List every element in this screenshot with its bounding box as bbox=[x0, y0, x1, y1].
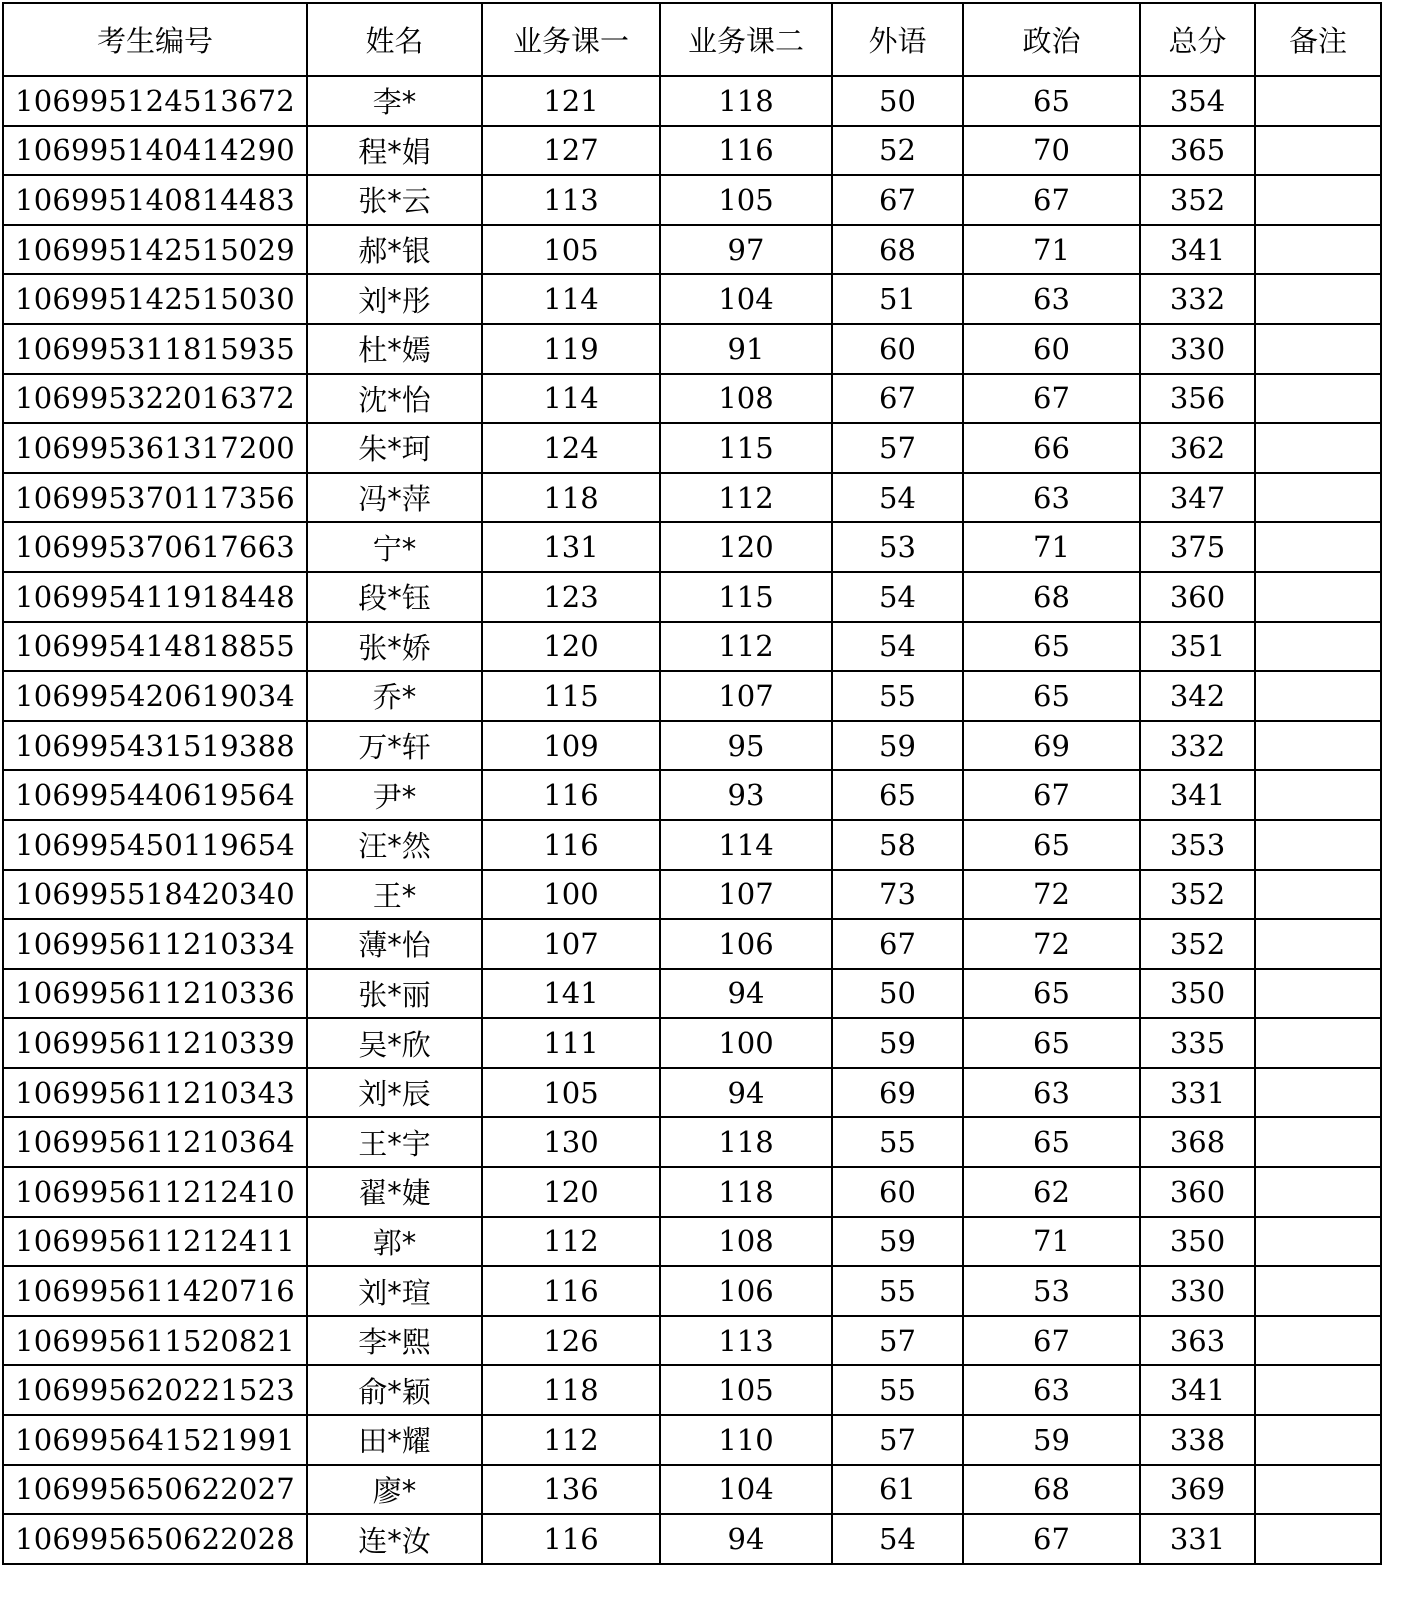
subject1-cell: 107 bbox=[482, 919, 660, 969]
politics-cell: 67 bbox=[963, 1316, 1140, 1366]
foreign-language-cell: 52 bbox=[832, 126, 963, 176]
name-cell: 连*汝 bbox=[307, 1514, 482, 1564]
name-cell: 刘*瑄 bbox=[307, 1266, 482, 1316]
politics-cell: 65 bbox=[963, 1018, 1140, 1068]
exam-id-cell: 106995322016372 bbox=[3, 374, 307, 424]
total-cell: 331 bbox=[1140, 1068, 1255, 1118]
foreign-language-cell: 57 bbox=[832, 423, 963, 473]
remarks-cell bbox=[1255, 969, 1381, 1019]
foreign-language-cell: 51 bbox=[832, 274, 963, 324]
table-row bbox=[3, 1365, 1381, 1415]
total-cell: 341 bbox=[1140, 225, 1255, 275]
foreign-language-cell: 54 bbox=[832, 622, 963, 672]
total-cell: 360 bbox=[1140, 572, 1255, 622]
total-cell: 360 bbox=[1140, 1167, 1255, 1217]
subject2-cell: 118 bbox=[660, 1117, 832, 1167]
exam-id-cell: 106995142515030 bbox=[3, 274, 307, 324]
exam-id-cell: 106995370617663 bbox=[3, 522, 307, 572]
remarks-cell bbox=[1255, 1415, 1381, 1465]
subject1-cell: 120 bbox=[482, 1167, 660, 1217]
subject2-cell: 106 bbox=[660, 919, 832, 969]
foreign-language-cell: 50 bbox=[832, 969, 963, 1019]
subject1-cell: 111 bbox=[482, 1018, 660, 1068]
total-cell: 350 bbox=[1140, 969, 1255, 1019]
politics-cell: 67 bbox=[963, 175, 1140, 225]
name-cell: 吴*欣 bbox=[307, 1018, 482, 1068]
politics-cell: 60 bbox=[963, 324, 1140, 374]
foreign-language-cell: 67 bbox=[832, 919, 963, 969]
subject1-cell: 126 bbox=[482, 1316, 660, 1366]
subject2-cell: 112 bbox=[660, 622, 832, 672]
exam-id-cell: 106995411918448 bbox=[3, 572, 307, 622]
politics-cell: 71 bbox=[963, 522, 1140, 572]
total-cell: 362 bbox=[1140, 423, 1255, 473]
exam-id-cell: 106995620221523 bbox=[3, 1365, 307, 1415]
remarks-cell bbox=[1255, 1167, 1381, 1217]
table-row bbox=[3, 820, 1381, 870]
foreign-language-cell: 60 bbox=[832, 1167, 963, 1217]
remarks-cell bbox=[1255, 1117, 1381, 1167]
politics-cell: 67 bbox=[963, 1514, 1140, 1564]
name-cell: 冯*萍 bbox=[307, 473, 482, 523]
remarks-cell bbox=[1255, 126, 1381, 176]
table-row bbox=[3, 622, 1381, 672]
subject2-cell: 94 bbox=[660, 969, 832, 1019]
foreign-language-cell: 67 bbox=[832, 175, 963, 225]
table-body bbox=[3, 76, 1381, 1564]
total-cell: 332 bbox=[1140, 721, 1255, 771]
name-cell: 王*宇 bbox=[307, 1117, 482, 1167]
subject2-cell: 97 bbox=[660, 225, 832, 275]
exam-id-cell: 106995650622027 bbox=[3, 1465, 307, 1515]
remarks-cell bbox=[1255, 522, 1381, 572]
table-row bbox=[3, 374, 1381, 424]
total-cell: 331 bbox=[1140, 1514, 1255, 1564]
subject1-cell: 116 bbox=[482, 1266, 660, 1316]
politics-cell: 65 bbox=[963, 671, 1140, 721]
subject1-cell: 116 bbox=[482, 1514, 660, 1564]
foreign-language-cell: 54 bbox=[832, 572, 963, 622]
exam-id-cell: 106995361317200 bbox=[3, 423, 307, 473]
table-row bbox=[3, 671, 1381, 721]
foreign-language-cell: 59 bbox=[832, 1217, 963, 1267]
politics-cell: 68 bbox=[963, 572, 1140, 622]
table-row bbox=[3, 225, 1381, 275]
politics-cell: 65 bbox=[963, 969, 1140, 1019]
foreign-language-cell: 57 bbox=[832, 1316, 963, 1366]
politics-cell: 62 bbox=[963, 1167, 1140, 1217]
total-cell: 356 bbox=[1140, 374, 1255, 424]
total-cell: 363 bbox=[1140, 1316, 1255, 1366]
exam-id-cell: 106995518420340 bbox=[3, 870, 307, 920]
politics-cell: 65 bbox=[963, 76, 1140, 126]
subject2-cell: 120 bbox=[660, 522, 832, 572]
name-cell: 田*耀 bbox=[307, 1415, 482, 1465]
foreign-language-cell: 58 bbox=[832, 820, 963, 870]
total-cell: 351 bbox=[1140, 622, 1255, 672]
table-row bbox=[3, 1018, 1381, 1068]
subject1-cell: 114 bbox=[482, 274, 660, 324]
table-row bbox=[3, 1514, 1381, 1564]
subject2-cell: 113 bbox=[660, 1316, 832, 1366]
remarks-cell bbox=[1255, 175, 1381, 225]
subject1-cell: 131 bbox=[482, 522, 660, 572]
exam-id-cell: 106995611420716 bbox=[3, 1266, 307, 1316]
subject2-cell: 108 bbox=[660, 374, 832, 424]
total-cell: 365 bbox=[1140, 126, 1255, 176]
politics-cell: 63 bbox=[963, 1068, 1140, 1118]
name-cell: 张*娇 bbox=[307, 622, 482, 672]
subject1-cell: 114 bbox=[482, 374, 660, 424]
subject1-cell: 116 bbox=[482, 820, 660, 870]
name-cell: 薄*怡 bbox=[307, 919, 482, 969]
subject1-cell: 118 bbox=[482, 1365, 660, 1415]
foreign-language-cell: 61 bbox=[832, 1465, 963, 1515]
politics-cell: 67 bbox=[963, 374, 1140, 424]
subject1-cell: 112 bbox=[482, 1415, 660, 1465]
remarks-cell bbox=[1255, 622, 1381, 672]
remarks-cell bbox=[1255, 324, 1381, 374]
name-cell: 翟*婕 bbox=[307, 1167, 482, 1217]
foreign-language-cell: 73 bbox=[832, 870, 963, 920]
table-row bbox=[3, 522, 1381, 572]
remarks-cell bbox=[1255, 1266, 1381, 1316]
total-cell: 368 bbox=[1140, 1117, 1255, 1167]
exam-id-cell: 106995311815935 bbox=[3, 324, 307, 374]
remarks-cell bbox=[1255, 225, 1381, 275]
total-cell: 352 bbox=[1140, 870, 1255, 920]
exam-id-cell: 106995370117356 bbox=[3, 473, 307, 523]
exam-id-cell: 106995641521991 bbox=[3, 1415, 307, 1465]
table-row bbox=[3, 76, 1381, 126]
exam-id-cell: 106995611210364 bbox=[3, 1117, 307, 1167]
table-row bbox=[3, 1167, 1381, 1217]
politics-cell: 65 bbox=[963, 820, 1140, 870]
remarks-cell bbox=[1255, 572, 1381, 622]
table-row bbox=[3, 1316, 1381, 1366]
exam-id-cell: 106995431519388 bbox=[3, 721, 307, 771]
politics-cell: 63 bbox=[963, 274, 1140, 324]
politics-cell: 65 bbox=[963, 622, 1140, 672]
total-cell: 341 bbox=[1140, 1365, 1255, 1415]
table-row bbox=[3, 423, 1381, 473]
name-cell: 张*丽 bbox=[307, 969, 482, 1019]
total-cell: 342 bbox=[1140, 671, 1255, 721]
exam-id-cell: 106995650622028 bbox=[3, 1514, 307, 1564]
subject2-cell: 107 bbox=[660, 671, 832, 721]
subject2-cell: 105 bbox=[660, 175, 832, 225]
total-cell: 369 bbox=[1140, 1465, 1255, 1515]
subject2-cell: 108 bbox=[660, 1217, 832, 1267]
exam-id-header: 考生编号 bbox=[3, 3, 307, 76]
subject2-cell: 107 bbox=[660, 870, 832, 920]
total-cell: 352 bbox=[1140, 919, 1255, 969]
remarks-cell bbox=[1255, 721, 1381, 771]
foreign-language-cell: 57 bbox=[832, 1415, 963, 1465]
name-cell: 汪*然 bbox=[307, 820, 482, 870]
subject1-cell: 109 bbox=[482, 721, 660, 771]
remarks-cell bbox=[1255, 1465, 1381, 1515]
exam-id-cell: 106995611210336 bbox=[3, 969, 307, 1019]
subject2-cell: 95 bbox=[660, 721, 832, 771]
table-row bbox=[3, 1217, 1381, 1267]
table-row bbox=[3, 274, 1381, 324]
remarks-cell bbox=[1255, 1217, 1381, 1267]
name-cell: 尹* bbox=[307, 770, 482, 820]
subject1-cell: 136 bbox=[482, 1465, 660, 1515]
remarks-cell bbox=[1255, 1316, 1381, 1366]
exam-id-cell: 106995611520821 bbox=[3, 1316, 307, 1366]
politics-cell: 66 bbox=[963, 423, 1140, 473]
remarks-cell bbox=[1255, 274, 1381, 324]
exam-id-cell: 106995611212411 bbox=[3, 1217, 307, 1267]
foreign-language-cell: 53 bbox=[832, 522, 963, 572]
politics-header: 政治 bbox=[963, 3, 1140, 76]
subject2-cell: 104 bbox=[660, 1465, 832, 1515]
table-row bbox=[3, 126, 1381, 176]
subject1-header: 业务课一 bbox=[482, 3, 660, 76]
exam-id-cell: 106995414818855 bbox=[3, 622, 307, 672]
table-row bbox=[3, 1465, 1381, 1515]
name-cell: 刘*彤 bbox=[307, 274, 482, 324]
exam-id-cell: 106995611212410 bbox=[3, 1167, 307, 1217]
politics-cell: 69 bbox=[963, 721, 1140, 771]
foreign-language-cell: 54 bbox=[832, 1514, 963, 1564]
remarks-cell bbox=[1255, 671, 1381, 721]
total-cell: 330 bbox=[1140, 324, 1255, 374]
table-row bbox=[3, 324, 1381, 374]
total-cell: 354 bbox=[1140, 76, 1255, 126]
name-cell: 段*钰 bbox=[307, 572, 482, 622]
table-row bbox=[3, 969, 1381, 1019]
table-row bbox=[3, 721, 1381, 771]
subject2-cell: 91 bbox=[660, 324, 832, 374]
subject1-cell: 130 bbox=[482, 1117, 660, 1167]
table-row bbox=[3, 919, 1381, 969]
foreign-language-cell: 54 bbox=[832, 473, 963, 523]
name-header: 姓名 bbox=[307, 3, 482, 76]
subject2-cell: 118 bbox=[660, 76, 832, 126]
exam-id-cell: 106995124513672 bbox=[3, 76, 307, 126]
name-cell: 张*云 bbox=[307, 175, 482, 225]
exam-id-cell: 106995440619564 bbox=[3, 770, 307, 820]
subject2-cell: 94 bbox=[660, 1514, 832, 1564]
exam-id-cell: 106995611210343 bbox=[3, 1068, 307, 1118]
remarks-cell bbox=[1255, 870, 1381, 920]
subject2-cell: 115 bbox=[660, 572, 832, 622]
foreign-language-cell: 59 bbox=[832, 1018, 963, 1068]
politics-cell: 67 bbox=[963, 770, 1140, 820]
foreign-language-cell: 55 bbox=[832, 1266, 963, 1316]
subject1-cell: 123 bbox=[482, 572, 660, 622]
total-cell: 350 bbox=[1140, 1217, 1255, 1267]
exam-id-cell: 106995140814483 bbox=[3, 175, 307, 225]
politics-cell: 72 bbox=[963, 919, 1140, 969]
table-row bbox=[3, 770, 1381, 820]
total-cell: 375 bbox=[1140, 522, 1255, 572]
subject1-cell: 112 bbox=[482, 1217, 660, 1267]
foreign-language-cell: 68 bbox=[832, 225, 963, 275]
foreign-language-cell: 50 bbox=[832, 76, 963, 126]
politics-cell: 71 bbox=[963, 225, 1140, 275]
subject2-cell: 93 bbox=[660, 770, 832, 820]
total-cell: 352 bbox=[1140, 175, 1255, 225]
subject2-cell: 115 bbox=[660, 423, 832, 473]
politics-cell: 65 bbox=[963, 1117, 1140, 1167]
subject2-cell: 100 bbox=[660, 1018, 832, 1068]
total-cell: 335 bbox=[1140, 1018, 1255, 1068]
name-cell: 郭* bbox=[307, 1217, 482, 1267]
total-cell: 353 bbox=[1140, 820, 1255, 870]
politics-cell: 63 bbox=[963, 473, 1140, 523]
table-row bbox=[3, 1415, 1381, 1465]
name-cell: 沈*怡 bbox=[307, 374, 482, 424]
foreign-language-cell: 69 bbox=[832, 1068, 963, 1118]
subject2-cell: 116 bbox=[660, 126, 832, 176]
name-cell: 朱*珂 bbox=[307, 423, 482, 473]
remarks-cell bbox=[1255, 820, 1381, 870]
remarks-cell bbox=[1255, 1018, 1381, 1068]
politics-cell: 71 bbox=[963, 1217, 1140, 1267]
table-row bbox=[3, 175, 1381, 225]
subject2-cell: 105 bbox=[660, 1365, 832, 1415]
total-cell: 330 bbox=[1140, 1266, 1255, 1316]
subject1-cell: 116 bbox=[482, 770, 660, 820]
subject1-cell: 127 bbox=[482, 126, 660, 176]
foreign-language-cell: 65 bbox=[832, 770, 963, 820]
exam-id-cell: 106995611210339 bbox=[3, 1018, 307, 1068]
subject1-cell: 118 bbox=[482, 473, 660, 523]
name-cell: 廖* bbox=[307, 1465, 482, 1515]
remarks-cell bbox=[1255, 423, 1381, 473]
politics-cell: 59 bbox=[963, 1415, 1140, 1465]
subject1-cell: 100 bbox=[482, 870, 660, 920]
total-cell: 341 bbox=[1140, 770, 1255, 820]
subject2-cell: 94 bbox=[660, 1068, 832, 1118]
foreign-language-cell: 59 bbox=[832, 721, 963, 771]
table-row bbox=[3, 473, 1381, 523]
foreign-language-cell: 55 bbox=[832, 671, 963, 721]
exam-id-cell: 106995140414290 bbox=[3, 126, 307, 176]
name-cell: 宁* bbox=[307, 522, 482, 572]
subject2-header: 业务课二 bbox=[660, 3, 832, 76]
table-row bbox=[3, 870, 1381, 920]
subject1-cell: 105 bbox=[482, 1068, 660, 1118]
remarks-cell bbox=[1255, 1365, 1381, 1415]
politics-cell: 68 bbox=[963, 1465, 1140, 1515]
remarks-cell bbox=[1255, 919, 1381, 969]
remarks-cell bbox=[1255, 770, 1381, 820]
exam-id-cell: 106995142515029 bbox=[3, 225, 307, 275]
subject2-cell: 118 bbox=[660, 1167, 832, 1217]
subject2-cell: 104 bbox=[660, 274, 832, 324]
score-table bbox=[2, 2, 1382, 1565]
politics-cell: 53 bbox=[963, 1266, 1140, 1316]
exam-id-cell: 106995611210334 bbox=[3, 919, 307, 969]
table-row bbox=[3, 1117, 1381, 1167]
subject1-cell: 124 bbox=[482, 423, 660, 473]
table-row bbox=[3, 1068, 1381, 1118]
subject1-cell: 105 bbox=[482, 225, 660, 275]
politics-cell: 70 bbox=[963, 126, 1140, 176]
name-cell: 俞*颖 bbox=[307, 1365, 482, 1415]
table-row bbox=[3, 1266, 1381, 1316]
remarks-cell bbox=[1255, 76, 1381, 126]
name-cell: 李* bbox=[307, 76, 482, 126]
name-cell: 万*轩 bbox=[307, 721, 482, 771]
name-cell: 程*娟 bbox=[307, 126, 482, 176]
subject1-cell: 120 bbox=[482, 622, 660, 672]
total-cell: 338 bbox=[1140, 1415, 1255, 1465]
subject1-cell: 113 bbox=[482, 175, 660, 225]
name-cell: 杜*嫣 bbox=[307, 324, 482, 374]
remarks-header: 备注 bbox=[1255, 3, 1381, 76]
name-cell: 乔* bbox=[307, 671, 482, 721]
total-header: 总分 bbox=[1140, 3, 1255, 76]
remarks-cell bbox=[1255, 473, 1381, 523]
foreign-language-cell: 67 bbox=[832, 374, 963, 424]
exam-id-cell: 106995420619034 bbox=[3, 671, 307, 721]
subject2-cell: 112 bbox=[660, 473, 832, 523]
remarks-cell bbox=[1255, 1068, 1381, 1118]
name-cell: 刘*辰 bbox=[307, 1068, 482, 1118]
subject2-cell: 114 bbox=[660, 820, 832, 870]
subject2-cell: 110 bbox=[660, 1415, 832, 1465]
exam-id-cell: 106995450119654 bbox=[3, 820, 307, 870]
name-cell: 李*熙 bbox=[307, 1316, 482, 1366]
politics-cell: 63 bbox=[963, 1365, 1140, 1415]
foreign-language-cell: 55 bbox=[832, 1365, 963, 1415]
subject1-cell: 121 bbox=[482, 76, 660, 126]
remarks-cell bbox=[1255, 374, 1381, 424]
total-cell: 332 bbox=[1140, 274, 1255, 324]
header-row bbox=[3, 3, 1381, 76]
foreign-language-cell: 55 bbox=[832, 1117, 963, 1167]
name-cell: 王* bbox=[307, 870, 482, 920]
subject1-cell: 119 bbox=[482, 324, 660, 374]
name-cell: 郝*银 bbox=[307, 225, 482, 275]
subject1-cell: 115 bbox=[482, 671, 660, 721]
total-cell: 347 bbox=[1140, 473, 1255, 523]
remarks-cell bbox=[1255, 1514, 1381, 1564]
foreign-language-header: 外语 bbox=[832, 3, 963, 76]
table-row bbox=[3, 572, 1381, 622]
subject2-cell: 106 bbox=[660, 1266, 832, 1316]
subject1-cell: 141 bbox=[482, 969, 660, 1019]
politics-cell: 72 bbox=[963, 870, 1140, 920]
foreign-language-cell: 60 bbox=[832, 324, 963, 374]
